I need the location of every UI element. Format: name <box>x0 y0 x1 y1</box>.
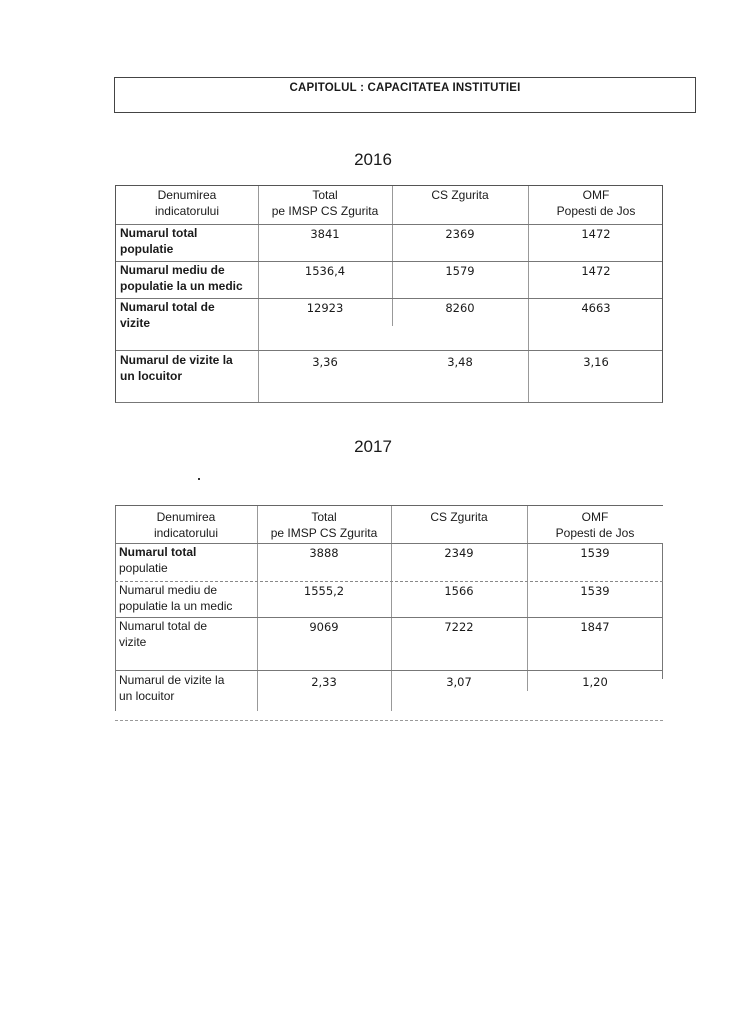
header-line: Denumirea <box>156 510 216 524</box>
value-cs-zgurita: 7222 <box>444 620 474 634</box>
label-line: populatie <box>120 242 174 256</box>
value-cs-zgurita: 3,07 <box>446 675 472 689</box>
value-cs-zgurita: 1579 <box>445 264 475 278</box>
value-total: 1536,4 <box>304 264 346 278</box>
value-total: 2,33 <box>311 675 337 689</box>
header-line: Total <box>312 188 338 202</box>
value-omf: 1472 <box>581 227 611 241</box>
header-omf-popesti <box>527 509 663 541</box>
header-line: pe IMSP CS Zgurita <box>270 526 378 540</box>
value-total: 1555,2 <box>303 584 345 598</box>
label-line: un locuitor <box>119 689 175 703</box>
label-line: Numarul total <box>120 226 198 240</box>
value-omf: 1847 <box>580 620 610 634</box>
header-line: CS Zgurita <box>431 188 489 202</box>
header-line: indicatorului <box>154 204 220 218</box>
value-total: 9069 <box>309 620 339 634</box>
row-label-avg-population-per-doctor <box>116 262 258 294</box>
value-total: 3841 <box>310 227 340 241</box>
indicators-table-2016 <box>115 185 663 403</box>
header-line: indicatorului <box>153 526 219 540</box>
header-indicator <box>115 509 257 541</box>
label-line: un locuitor <box>120 369 182 383</box>
label-line: populatie la un medic <box>120 279 243 293</box>
label-line: populatie la un medic <box>119 599 233 613</box>
value-omf: 3,16 <box>583 355 609 369</box>
value-omf: 1,20 <box>582 675 608 689</box>
value-total: 3888 <box>309 546 339 560</box>
label-line: Numarul mediu de <box>119 583 218 597</box>
value-omf: 4663 <box>581 301 611 315</box>
label-line: vizite <box>120 316 151 330</box>
row-label-total-population <box>115 544 257 576</box>
header-line: OMF <box>582 188 610 202</box>
header-line: OMF <box>581 510 609 524</box>
chapter-title: CAPITOLUL : CAPACITATEA INSTITUTIEI <box>289 82 521 94</box>
header-indicator <box>116 187 258 219</box>
chapter-heading-box <box>114 77 696 113</box>
label-line: Numarul total de <box>119 619 208 633</box>
row-label-total-visits <box>116 299 258 331</box>
scan-speck <box>198 478 200 480</box>
row-label-avg-population-per-doctor <box>115 582 257 614</box>
value-omf: 1539 <box>580 584 610 598</box>
indicators-table-2017 <box>115 505 663 721</box>
value-omf: 1539 <box>580 546 610 560</box>
value-omf: 1472 <box>581 264 611 278</box>
label-line: Numarul mediu de <box>120 263 225 277</box>
value-cs-zgurita: 2349 <box>444 546 474 560</box>
row-label-visits-per-inhabitant <box>115 672 257 704</box>
year-heading-2016: 2016 <box>354 150 392 169</box>
label-line: Numarul total <box>119 545 197 559</box>
header-omf-popesti <box>528 187 664 219</box>
value-total: 3,36 <box>312 355 338 369</box>
header-cs-zgurita <box>392 187 528 203</box>
header-line: Popesti de Jos <box>556 204 636 218</box>
header-total <box>258 187 392 219</box>
row-label-visits-per-inhabitant <box>116 352 258 384</box>
label-line: populatie <box>119 561 168 575</box>
value-cs-zgurita: 3,48 <box>447 355 473 369</box>
label-line: Numarul total de <box>120 300 215 314</box>
value-total: 12923 <box>306 301 344 315</box>
label-line: vizite <box>119 635 147 649</box>
label-line: Numarul de vizite la <box>120 353 233 367</box>
header-total <box>257 509 391 541</box>
value-cs-zgurita: 8260 <box>445 301 475 315</box>
label-line: Numarul de vizite la <box>119 673 225 687</box>
header-line: CS Zgurita <box>430 510 488 524</box>
header-line: Denumirea <box>157 188 217 202</box>
row-label-total-visits <box>115 618 257 650</box>
header-line: Popesti de Jos <box>555 526 635 540</box>
row-label-total-population <box>116 225 258 257</box>
value-cs-zgurita: 1566 <box>444 584 474 598</box>
value-cs-zgurita: 2369 <box>445 227 475 241</box>
header-line: pe IMSP CS Zgurita <box>271 204 379 218</box>
year-heading-2017: 2017 <box>354 437 392 456</box>
header-cs-zgurita <box>391 509 527 525</box>
header-line: Total <box>311 510 337 524</box>
